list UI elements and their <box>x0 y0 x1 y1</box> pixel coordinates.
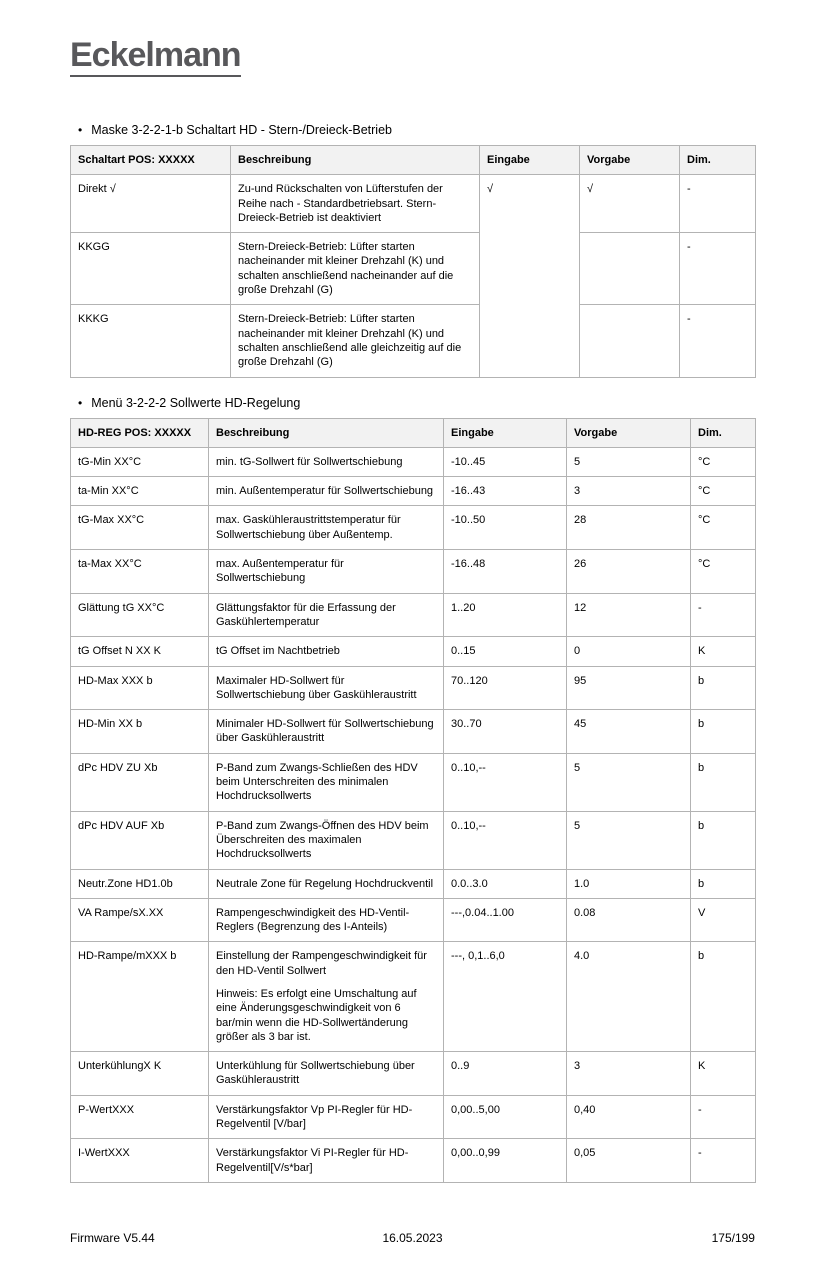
cell-name: tG-Max XX°C <box>71 506 209 550</box>
section1-heading-text: Maske 3-2-2-1-b Schaltart HD - Stern-/Dreieck-Betrieb <box>91 123 392 137</box>
cell-name: dPc HDV AUF Xb <box>71 811 209 869</box>
cell-desc: Stern-Dreieck-Betrieb: Lüfter starten nacheinander mit kleiner Drehzahl (K) und schalten anschließend alle gleichzeitig auf die große Drehzahl (G) <box>231 305 480 377</box>
hdreg-table-header <box>71 418 756 447</box>
cell-eingabe: -10..50 <box>444 506 567 550</box>
cell-eingabe: 30..70 <box>444 710 567 754</box>
cell-eingabe: 0.0..3.0 <box>444 869 567 898</box>
cell-name: Glättung tG XX°C <box>71 593 209 637</box>
cell-eingabe: 1..20 <box>444 593 567 637</box>
cell-dim: b <box>691 811 756 869</box>
footer-page-number: 175/199 <box>711 1230 755 1245</box>
eckelmann-logo: Eckelmann <box>70 38 241 77</box>
bullet-icon: • <box>78 395 83 410</box>
schaltart-table-header <box>71 146 756 175</box>
table-row <box>71 753 756 811</box>
cell-vorgabe: 5 <box>567 811 691 869</box>
hdreg-table <box>70 418 756 1183</box>
cell-dim: b <box>691 942 756 1052</box>
table-row <box>71 1095 756 1139</box>
cell-vorgabe: 95 <box>567 666 691 710</box>
cell-vorgabe: √ <box>580 175 680 233</box>
cell-dim: K <box>691 637 756 666</box>
footer-firmware-version: Firmware V5.44 <box>70 1230 155 1245</box>
cell-name: KKGG <box>71 233 231 305</box>
cell-vorgabe: 0.08 <box>567 898 691 942</box>
cell-name: UnterkühlungX K <box>71 1052 209 1096</box>
table-row <box>71 477 756 506</box>
cell-vorgabe: 45 <box>567 710 691 754</box>
cell-name: HD-Max XXX b <box>71 666 209 710</box>
schaltart-table <box>70 145 756 378</box>
cell-desc: Stern-Dreieck-Betrieb: Lüfter starten nacheinander mit kleiner Drehzahl (K) und schalten anschließend nacheinander auf die große Drehzahl (G) <box>231 233 480 305</box>
cell-vorgabe: 0,40 <box>567 1095 691 1139</box>
cell-desc: Verstärkungsfaktor Vp PI-Regler für HD-Regelventil [V/bar] <box>209 1095 444 1139</box>
cell-dim: - <box>680 305 756 377</box>
cell-dim: K <box>691 1052 756 1096</box>
cell-dim: °C <box>691 506 756 550</box>
cell-eingabe: √ <box>480 175 580 377</box>
cell-eingabe: -10..45 <box>444 447 567 476</box>
cell-desc: P-Band zum Zwangs-Öffnen des HDV beim Überschreiten des maximalen Hochdrucksollwerts <box>209 811 444 869</box>
col-header-dim: Dim. <box>680 146 756 175</box>
cell-desc: Unterkühlung für Sollwertschiebung über Gaskühleraustritt <box>209 1052 444 1096</box>
cell-desc: P-Band zum Zwangs-Schließen des HDV beim Unterschreiten des minimalen Hochdrucksollwerts <box>209 753 444 811</box>
cell-vorgabe: 4.0 <box>567 942 691 1052</box>
cell-vorgabe: 3 <box>567 477 691 506</box>
cell-name: ta-Max XX°C <box>71 550 209 594</box>
col-header-eingabe: Eingabe <box>480 146 580 175</box>
cell-dim: - <box>691 593 756 637</box>
hdreg-table-body <box>71 447 756 1182</box>
cell-dim: V <box>691 898 756 942</box>
cell-vorgabe: 5 <box>567 447 691 476</box>
table-row <box>71 1139 756 1183</box>
cell-dim: °C <box>691 477 756 506</box>
cell-desc: Zu-und Rückschalten von Lüfterstufen der Reihe nach - Standardbetriebsart. Stern-Dreieck-Betrieb ist deaktiviert <box>231 175 480 233</box>
cell-eingabe: ---, 0,1..6,0 <box>444 942 567 1052</box>
cell-dim: - <box>680 233 756 305</box>
table-row <box>71 233 756 305</box>
section2-heading <box>78 396 755 410</box>
col-header-hdreg-pos: HD-REG POS: XXXXX <box>71 418 209 447</box>
col-header-eingabe: Eingabe <box>444 418 567 447</box>
col-header-schaltart-pos: Schaltart POS: XXXXX <box>71 146 231 175</box>
cell-vorgabe: 28 <box>567 506 691 550</box>
cell-dim: - <box>691 1139 756 1183</box>
cell-eingabe: 0,00..0,99 <box>444 1139 567 1183</box>
cell-name: P-WertXXX <box>71 1095 209 1139</box>
cell-dim: b <box>691 666 756 710</box>
col-header-dim: Dim. <box>691 418 756 447</box>
cell-name: Direkt √ <box>71 175 231 233</box>
cell-eingabe: 0..10,-- <box>444 811 567 869</box>
cell-eingabe: 0..10,-- <box>444 753 567 811</box>
cell-desc: Minimaler HD-Sollwert für Sollwertschiebung über Gaskühleraustritt <box>209 710 444 754</box>
cell-desc: Glättungsfaktor für die Erfassung der Gaskühlertemperatur <box>209 593 444 637</box>
cell-name: ta-Min XX°C <box>71 477 209 506</box>
cell-name: HD-Rampe/mXXX b <box>71 942 209 1052</box>
section1-heading <box>78 123 755 137</box>
cell-desc: tG Offset im Nachtbetrieb <box>209 637 444 666</box>
cell-dim: - <box>691 1095 756 1139</box>
cell-desc: Einstellung der Rampengeschwindigkeit für den HD-Ventil Sollwert Hinweis: Es erfolgt eine Umschaltung auf eine Änderungsgeschwindigkeit von 6 bar/min wenn die HD-Sollwertänderung größer als 3 bar ist. <box>209 942 444 1052</box>
table-row <box>71 550 756 594</box>
table-header-row <box>71 418 756 447</box>
cell-vorgabe <box>580 305 680 377</box>
cell-name: tG Offset N XX K <box>71 637 209 666</box>
cell-name: VA Rampe/sX.XX <box>71 898 209 942</box>
cell-name: Neutr.Zone HD1.0b <box>71 869 209 898</box>
cell-desc: Rampengeschwindigkeit des HD-Ventil-Reglers (Begrenzung des I-Anteils) <box>209 898 444 942</box>
table-row <box>71 869 756 898</box>
bullet-icon: • <box>78 123 83 137</box>
cell-name: dPc HDV ZU Xb <box>71 753 209 811</box>
cell-vorgabe: 1.0 <box>567 869 691 898</box>
cell-eingabe: 0,00..5,00 <box>444 1095 567 1139</box>
cell-dim: - <box>680 175 756 233</box>
cell-vorgabe: 3 <box>567 1052 691 1096</box>
col-header-beschreibung: Beschreibung <box>231 146 480 175</box>
cell-desc: Maximaler HD-Sollwert für Sollwertschiebung über Gaskühleraustritt <box>209 666 444 710</box>
cell-name: HD-Min XX b <box>71 710 209 754</box>
cell-eingabe: 70..120 <box>444 666 567 710</box>
table-row <box>71 811 756 869</box>
cell-desc: max. Außentemperatur für Sollwertschiebung <box>209 550 444 594</box>
cell-name: tG-Min XX°C <box>71 447 209 476</box>
col-header-beschreibung: Beschreibung <box>209 418 444 447</box>
col-header-vorgabe: Vorgabe <box>580 146 680 175</box>
cell-dim: b <box>691 710 756 754</box>
cell-dim: b <box>691 753 756 811</box>
cell-vorgabe: 12 <box>567 593 691 637</box>
cell-vorgabe <box>580 233 680 305</box>
section2-heading-text: Menü 3-2-2-2 Sollwerte HD-Regelung <box>91 395 301 410</box>
table-row <box>71 305 756 377</box>
cell-eingabe: 0..15 <box>444 637 567 666</box>
cell-dim: °C <box>691 447 756 476</box>
cell-name: I-WertXXX <box>71 1139 209 1183</box>
col-header-vorgabe: Vorgabe <box>567 418 691 447</box>
cell-eingabe: ---,0.04..1.00 <box>444 898 567 942</box>
table-row <box>71 710 756 754</box>
table-row <box>71 447 756 476</box>
table-row <box>71 942 756 1052</box>
cell-eingabe: -16..43 <box>444 477 567 506</box>
table-row <box>71 506 756 550</box>
table-row <box>71 175 756 233</box>
cell-vorgabe: 0 <box>567 637 691 666</box>
cell-vorgabe: 26 <box>567 550 691 594</box>
cell-dim: °C <box>691 550 756 594</box>
cell-desc: max. Gaskühleraustrittstemperatur für Sollwertschiebung über Außentemp. <box>209 506 444 550</box>
table-row <box>71 637 756 666</box>
footer-date: 16.05.2023 <box>382 1230 443 1245</box>
table-row <box>71 666 756 710</box>
table-row <box>71 1052 756 1096</box>
cell-eingabe: 0..9 <box>444 1052 567 1096</box>
cell-name: KKKG <box>71 305 231 377</box>
page-footer <box>70 1201 755 1245</box>
table-header-row <box>71 146 756 175</box>
schaltart-table-body <box>71 175 756 377</box>
cell-desc: min. tG-Sollwert für Sollwertschiebung <box>209 447 444 476</box>
cell-desc: Neutrale Zone für Regelung Hochdruckventil <box>209 869 444 898</box>
cell-vorgabe: 5 <box>567 753 691 811</box>
cell-desc: min. Außentemperatur für Sollwertschiebung <box>209 477 444 506</box>
table-row <box>71 593 756 637</box>
table-row <box>71 898 756 942</box>
cell-desc: Verstärkungsfaktor Vi PI-Regler für HD-Regelventil[V/s*bar] <box>209 1139 444 1183</box>
cell-vorgabe: 0,05 <box>567 1139 691 1183</box>
cell-dim: b <box>691 869 756 898</box>
cell-eingabe: -16..48 <box>444 550 567 594</box>
